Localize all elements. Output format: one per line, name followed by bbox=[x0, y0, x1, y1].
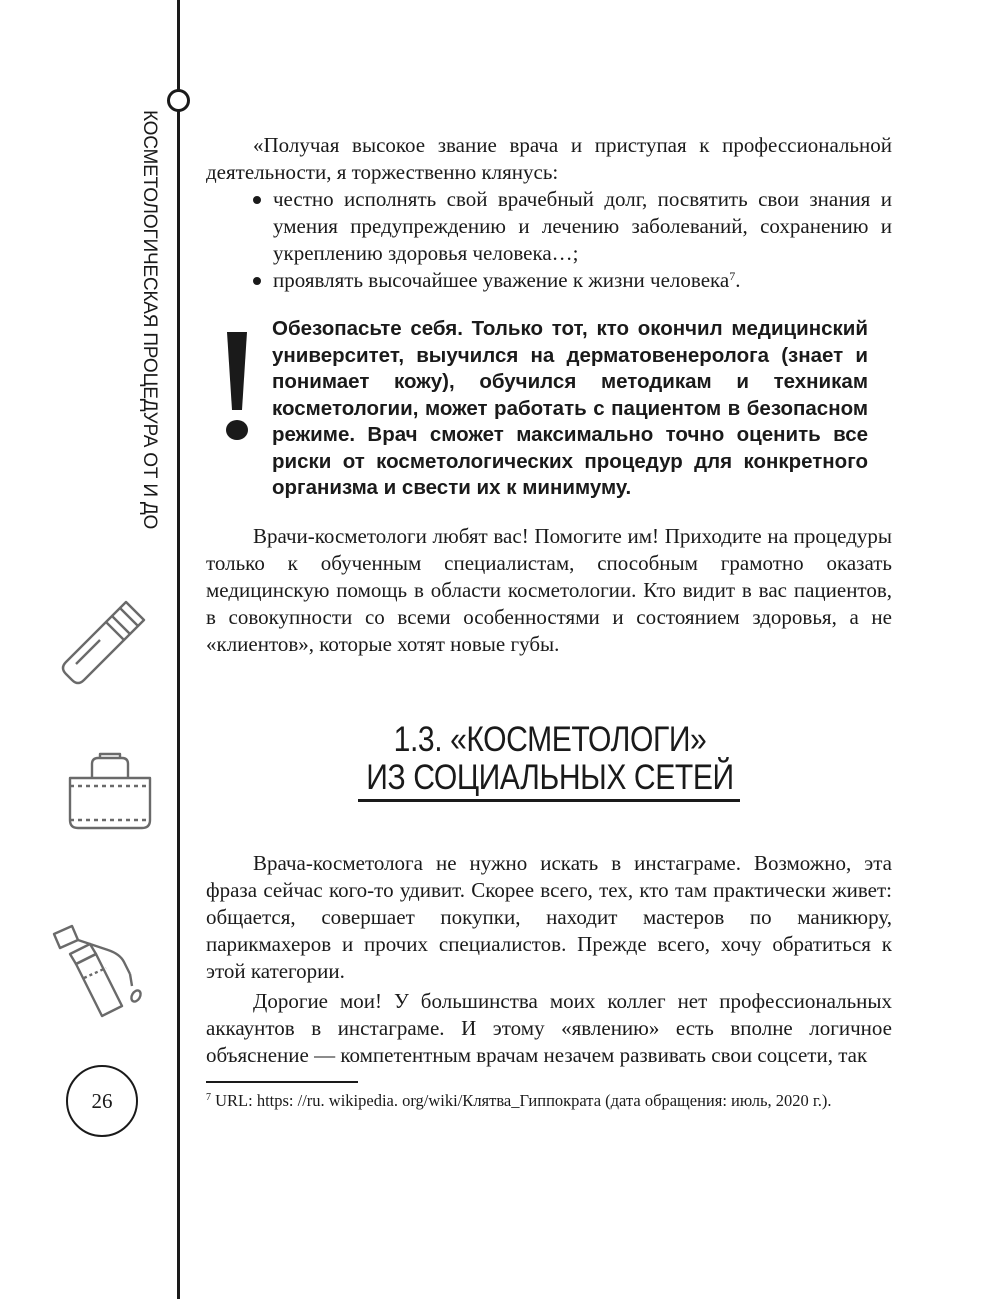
margin-vertical-rule bbox=[177, 0, 180, 1299]
bullet-end: . bbox=[735, 268, 741, 292]
oath-list bbox=[206, 186, 892, 294]
heading-underline bbox=[358, 799, 740, 802]
page-number: 26 bbox=[66, 1065, 138, 1137]
list-item bbox=[206, 267, 892, 294]
oath-intro: «Получая высокое звание врача и приступая к профессиональной деятельности, я торжественно клянусь: bbox=[206, 133, 892, 184]
paragraph-3: Дорогие мои! У большинства моих коллег нет профессиональных аккаунтов в инстаграме. И этому «явлению» есть вполне логичное объяснение — компетентным врачам незачем развивать свои соцсети, так bbox=[206, 989, 892, 1067]
bullet-text: проявлять высочайшее уважение к жизни человека bbox=[273, 268, 730, 292]
dropper-bottle-icon bbox=[48, 924, 154, 1020]
footnote-ref: 7 bbox=[729, 269, 736, 283]
spray-bottle-icon bbox=[56, 598, 150, 690]
running-title: КОСМЕТОЛОГИЧЕСКАЯ ПРОЦЕДУРА ОТ И ДО bbox=[139, 110, 160, 530]
margin-rule-circle bbox=[167, 89, 190, 112]
warning-text: Обезопасьте себя. Только тот, кто окончил медицинский университет, выучился на дерматовенеролога (знает и понимает кожу), обучился методикам и техникам косметологии, может работать с пациентом в безопасном режиме. Врач сможет максимально точно оценить все риски от косметологических процедур для конкретного организма и свести их к минимуму. bbox=[272, 317, 868, 499]
list-item bbox=[206, 186, 892, 267]
footnote-rule bbox=[206, 1081, 358, 1083]
section-heading-line-1: 1.3. «КОСМЕТОЛОГИ» bbox=[393, 720, 707, 759]
footnote-number: 7 bbox=[206, 1092, 211, 1103]
bullet-dot bbox=[253, 277, 261, 285]
footnote-text: URL: https: //ru. wikipedia. org/wiki/Клятва_Гиппократа (дата обращения: июль, 2020 г.). bbox=[211, 1091, 832, 1110]
bullet-text: честно исполнять свой врачебный долг, посвятить свои знания и умения предупреждению и лечению заболеваний, сохранению и укреплению здоровья человека…; bbox=[273, 187, 892, 265]
section-heading-line-2: ИЗ СОЦИАЛЬНЫХ СЕТЕЙ bbox=[366, 758, 734, 797]
bullet-text-container bbox=[253, 267, 892, 294]
exclamation-icon bbox=[222, 330, 252, 442]
bullet-dot bbox=[253, 196, 261, 204]
footnote bbox=[206, 1090, 906, 1112]
oath-quote bbox=[206, 132, 892, 294]
cosmetic-bag-icon bbox=[64, 750, 156, 832]
paragraph-1: Врачи-косметологи любят вас! Помогите им! Приходите на процедуры только к обученным специалистам, способным грамотно оказать медицинскую помощь в области косметологии. Кто видит в вас пациентов, в совокупности со всеми особенностями и состоянием здоровья, а не «клиентов», которые хотят новые губы. bbox=[206, 524, 892, 656]
paragraph-2: Врача-косметолога не нужно искать в инстаграме. Возможно, эта фраза сейчас кого-то удивит. Скорее всего, тех, кто там практически живет: общается, совершает покупки, находит мастеров по маникюру, парикмахеров и прочих специалистов. Прежде всего, хочу обратиться к этой категории. bbox=[206, 851, 892, 983]
